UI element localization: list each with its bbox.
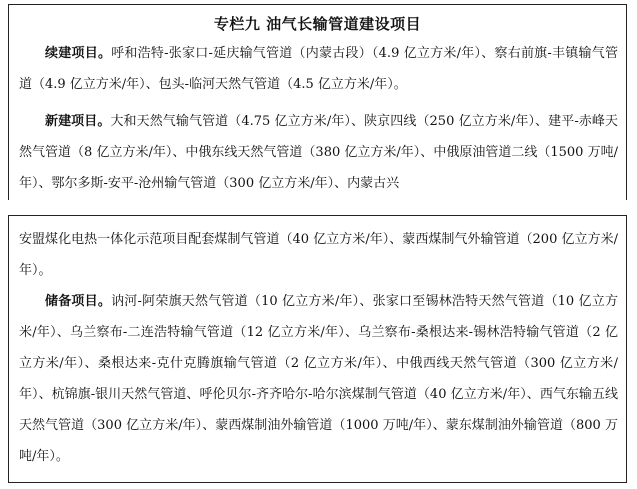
panel-top: [8, 4, 627, 200]
new-projects-label: 新建项目。: [45, 114, 111, 129]
continuing-projects-paragraph: [19, 38, 618, 100]
continuing-projects-text: 呼和浩特-张家口-延庆输气管道（内蒙古段）（4.9 亿立方米/年）、察右前旗-丰镇输气管道（4.9 亿立方米/年）、包头-临河天然气管道（4.5 亿立方米/年）。: [19, 46, 618, 92]
reserve-projects-paragraph: [19, 286, 618, 472]
reserve-projects-text: 讷河-阿荣旗天然气管道（10 亿立方米/年）、张家口至锡林浩特天然气管道（10 亿立方米/年）、乌兰察布-二连浩特输气管道（12 亿立方米/年）、乌兰察布-桑根达来-锡林浩特输气管道（2 亿立方米/年）、桑根达来-克什克腾旗输气管道（2 亿立方米/年）、中俄西线天然气管道（300 亿立方米/年）、杭锦旗-银川天然气管道、呼伦贝尔-齐齐哈尔-哈尔滨煤制气管道（40 亿立方米/年）、西气东输五线天然气管道（300 亿立方米/年）、蒙西煤制油外输管道（1000 万吨/年）、蒙东煤制油外输管道（800 万吨/年）。: [19, 294, 618, 464]
continuing-projects-label: 续建项目。: [45, 46, 112, 61]
new-projects-text: 大和天然气输气管道（4.75 亿立方米/年）、陕京四线（250 亿立方米/年）、建平-赤峰天然气管道（8 亿立方米/年）、中俄东线天然气管道（380 亿立方米/年）、中俄原油管道二线（1500 万吨/年）、鄂尔多斯-安平-沧州输气管道（300 亿立方米/年）、内蒙古兴: [19, 114, 618, 191]
reserve-projects-label: 储备项目。: [45, 294, 112, 309]
panel-title: 专栏九 油气长输管道建设项目: [213, 15, 422, 33]
new-projects-paragraph: [19, 106, 618, 199]
panel-bottom: [8, 215, 627, 483]
continued-text-paragraph: 安盟煤化电热一体化示范项目配套煤制气管道（40 亿立方米/年）、蒙西煤制气外输管道（200 亿立方米/年）。: [19, 232, 618, 278]
